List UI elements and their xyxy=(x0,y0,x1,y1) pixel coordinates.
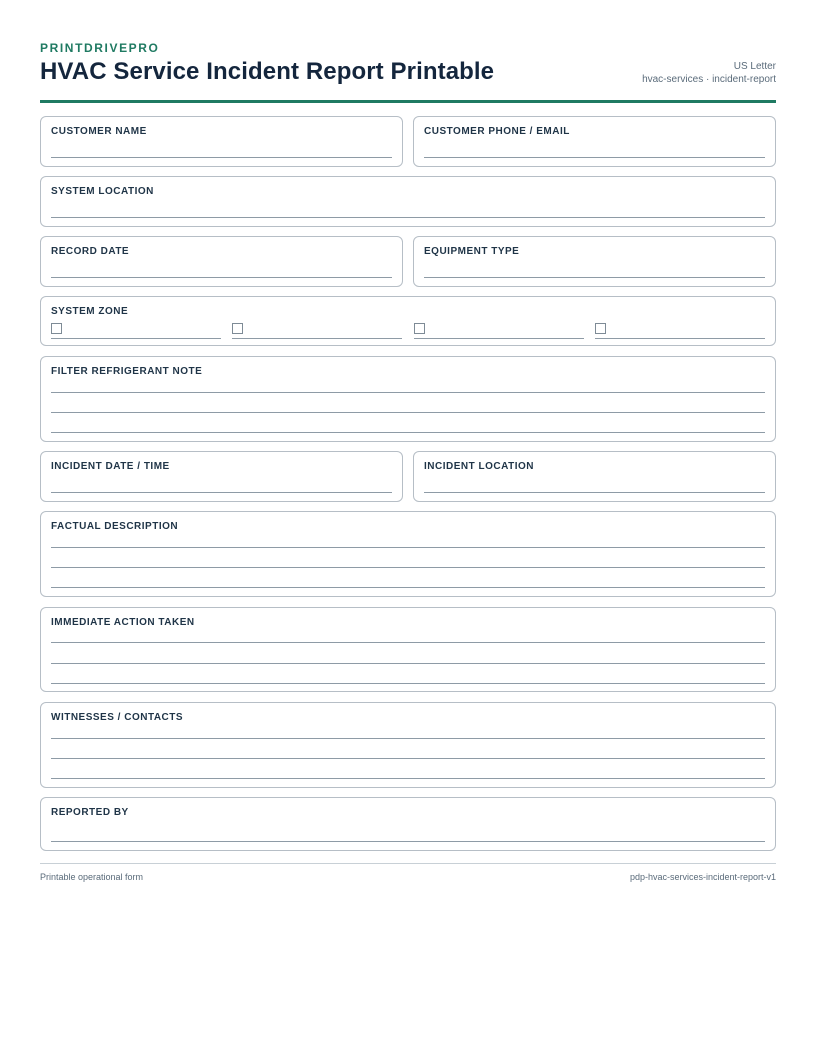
footer-divider xyxy=(40,863,776,864)
paper-size: US Letter xyxy=(733,61,776,72)
immediate-action-write-line-1[interactable] xyxy=(51,642,765,643)
filter-note-write-line-3[interactable] xyxy=(51,432,765,433)
record-date-write-line[interactable] xyxy=(51,277,392,278)
customer-contact-label: CUSTOMER PHONE / EMAIL xyxy=(424,126,570,137)
zone-option-3[interactable] xyxy=(414,322,584,339)
filter-note-write-line-2[interactable] xyxy=(51,412,765,413)
reported-by-write-line[interactable] xyxy=(51,841,765,842)
customer-name-label: CUSTOMER NAME xyxy=(51,126,147,137)
factual-description-write-line-3[interactable] xyxy=(51,587,765,588)
witnesses-write-line-2[interactable] xyxy=(51,758,765,759)
brand-name: PRINTDRIVEPRO xyxy=(40,41,160,55)
customer-name-write-line[interactable] xyxy=(51,157,392,158)
immediate-action-field[interactable] xyxy=(40,607,776,692)
page-title: HVAC Service Incident Report Printable xyxy=(40,58,495,85)
incident-location-label: INCIDENT LOCATION xyxy=(424,461,534,472)
reported-by-field[interactable] xyxy=(40,797,776,851)
reported-by-label: REPORTED BY xyxy=(51,807,129,818)
system-location-field[interactable] xyxy=(40,176,776,227)
zone-checkbox-3[interactable] xyxy=(414,323,425,334)
record-date-label: RECORD DATE xyxy=(51,246,130,257)
incident-location-write-line[interactable] xyxy=(424,492,765,493)
incident-location-field[interactable] xyxy=(413,451,776,502)
customer-contact-field[interactable] xyxy=(413,116,776,167)
zone-option-2[interactable] xyxy=(232,322,402,339)
factual-description-write-line-2[interactable] xyxy=(51,567,765,568)
immediate-action-label: IMMEDIATE ACTION TAKEN xyxy=(51,617,195,628)
form-page xyxy=(40,0,776,882)
footer-form-type: Printable operational form xyxy=(40,872,144,882)
immediate-action-write-line-3[interactable] xyxy=(51,683,765,684)
incident-datetime-field[interactable] xyxy=(40,451,403,502)
category-path: hvac-services · incident-report xyxy=(642,74,776,85)
filter-note-field[interactable] xyxy=(40,356,776,442)
system-zone-field xyxy=(40,296,776,346)
witnesses-label: WITNESSES / CONTACTS xyxy=(51,712,184,723)
incident-datetime-label: INCIDENT DATE / TIME xyxy=(51,461,170,472)
system-location-label: SYSTEM LOCATION xyxy=(51,186,154,197)
factual-description-label: FACTUAL DESCRIPTION xyxy=(51,521,179,532)
zone-option-1[interactable] xyxy=(51,322,221,339)
footer-form-id: pdp-hvac-services-incident-report-v1 xyxy=(629,872,776,882)
witnesses-field[interactable] xyxy=(40,702,776,788)
equipment-type-write-line[interactable] xyxy=(424,277,765,278)
factual-description-field[interactable] xyxy=(40,511,776,597)
factual-description-write-line-1[interactable] xyxy=(51,547,765,548)
filter-note-label: FILTER REFRIGERANT NOTE xyxy=(51,366,203,377)
customer-name-field[interactable] xyxy=(40,116,403,167)
record-date-field[interactable] xyxy=(40,236,403,287)
customer-contact-write-line[interactable] xyxy=(424,157,765,158)
immediate-action-write-line-2[interactable] xyxy=(51,663,765,664)
zone-checkbox-1[interactable] xyxy=(51,323,62,334)
zone-checkbox-4[interactable] xyxy=(595,323,606,334)
form-meta xyxy=(642,60,776,86)
zone-option-4[interactable] xyxy=(595,322,765,339)
zone-checkbox-2[interactable] xyxy=(232,323,243,334)
equipment-type-field[interactable] xyxy=(413,236,776,287)
incident-datetime-write-line[interactable] xyxy=(51,492,392,493)
form-header xyxy=(40,0,776,103)
witnesses-write-line-1[interactable] xyxy=(51,738,765,739)
system-zone-label: SYSTEM ZONE xyxy=(51,306,129,317)
system-location-write-line[interactable] xyxy=(51,217,765,218)
filter-note-write-line-1[interactable] xyxy=(51,392,765,393)
equipment-type-label: EQUIPMENT TYPE xyxy=(424,246,520,257)
witnesses-write-line-3[interactable] xyxy=(51,778,765,779)
